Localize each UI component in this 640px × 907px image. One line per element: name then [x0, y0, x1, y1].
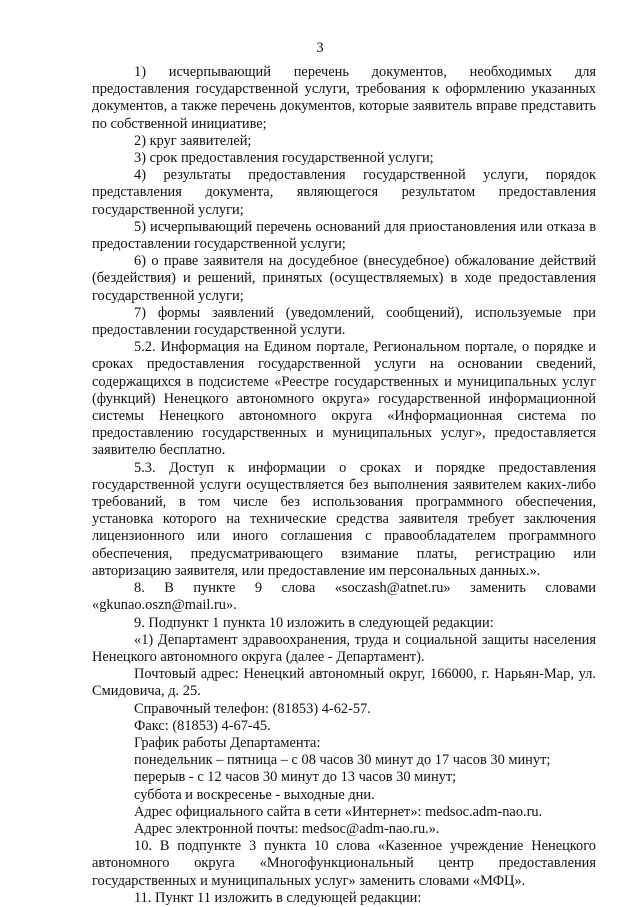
paragraph: 10. В подпункте 3 пункта 10 слова «Казенное учреждение Ненецкого автономного округа «Многофункциональный центр предоставления государственных и муниципальных услуг» заменить словами «МФЦ».	[92, 838, 596, 889]
paragraph: Факс: (81853) 4-67-45.	[134, 717, 271, 734]
page-number: 3	[316, 40, 324, 56]
paragraph: Адрес электронной почты: medsoc@adm-nao.ru.».	[134, 820, 440, 837]
paragraph: График работы Департамента:	[134, 734, 321, 751]
paragraph: 8. В пункте 9 слова «soczash@atnet.ru» заменить словами «gkunao.oszn@mail.ru».	[92, 580, 596, 614]
paragraph: перерыв - с 12 часов 30 минут до 13 часов 30 минут;	[134, 769, 457, 786]
paragraph: 2) круг заявителей;	[134, 132, 252, 149]
paragraph: Почтовый адрес: Ненецкий автономный округ, 166000, г. Нарьян-Мар, ул. Смидовича, д. 25.	[92, 666, 596, 700]
paragraph: 5.3. Доступ к информации о сроках и порядке предоставления государственной услуги осуществляется без выполнения заявителем каких-либо требований, в том числе без использования программного обеспечения, установка которого на технические средства заявителя требует заключения лицензионного или иного соглашения с правообладателем программного обеспечения, предусматривающего взимание платы, регистрацию или авторизацию заявителя, или предоставление им персональных данных.».	[92, 459, 596, 579]
paragraph: 5.2. Информация на Едином портале, Региональном портале, о порядке и сроках предоставления государственной услуги на основании сведений, содержащихся в подсистеме «Реестре государственных и муниципальных услуг (функций) Ненецкого автономного округа» государственной информационной системы Ненецкого автономного округа «Информационная система по предоставлению государственных и муниципальных услуг», предоставляется заявителю бесплатно.	[92, 339, 596, 459]
paragraph: 6) о праве заявителя на досудебное (внесудебное) обжалование действий (бездействия) и решений, принятых (осуществляемых) в ходе предоставления государственной услуги;	[92, 253, 596, 304]
paragraph: понедельник – пятница – с 08 часов 30 минут до 17 часов 30 минут;	[134, 752, 551, 769]
paragraph: 1) исчерпывающий перечень документов, необходимых для предоставления государственной услуги, требования к оформлению указанных документов, а также перечень документов, которые заявитель вправе представить по собственной инициативе;	[92, 64, 596, 132]
paragraph: 7) формы заявлений (уведомлений, сообщений), используемые при предоставлении государственной услуги.	[92, 304, 596, 339]
paragraph: 3) срок предоставления государственной услуги;	[134, 150, 434, 167]
paragraph: 11. Пункт 11 изложить в следующей редакции:	[134, 889, 422, 906]
paragraph: 9. Подпункт 1 пункта 10 изложить в следующей редакции:	[134, 614, 494, 631]
paragraph: Справочный телефон: (81853) 4-62-57.	[134, 700, 371, 717]
paragraph: суббота и воскресенье - выходные дни.	[134, 786, 375, 803]
paragraph: 5) исчерпывающий перечень оснований для приостановления или отказа в предоставлении государственной услуги;	[92, 218, 596, 253]
document-body	[92, 64, 596, 907]
paragraph: 4) результаты предоставления государственной услуги, порядок представления документа, являющегося результатом предоставления государственной услуги;	[92, 167, 596, 218]
paragraph: Адрес официального сайта в сети «Интернет»: medsoc.adm-nao.ru.	[134, 803, 543, 820]
paragraph: «1) Департамент здравоохранения, труда и социальной защиты населения Ненецкого автономного округа (далее - Департамент).	[92, 631, 596, 665]
